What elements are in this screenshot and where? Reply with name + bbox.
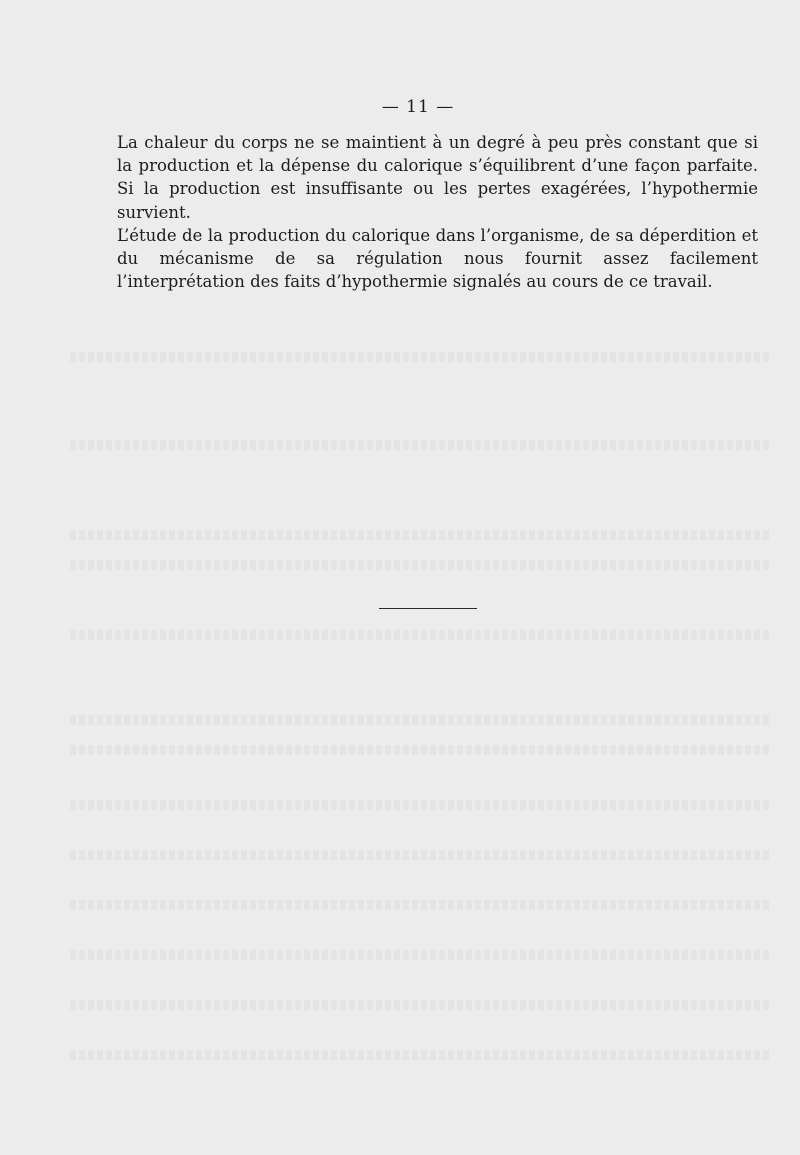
bleed-through-line: [70, 530, 770, 540]
bleed-through-line: [70, 800, 770, 810]
bleed-through-line: [70, 352, 770, 362]
bleed-through-line: [70, 1050, 770, 1060]
bleed-through-line: [70, 715, 770, 725]
bleed-through-line: [70, 1000, 770, 1010]
paragraph: L’étude de la production du calorique dans l’organisme, de sa déperdition et du mécanisme de sa régulation nous fournit assez facilement l’interprétation des faits d’hypothermie signalés au cours de ce travail.: [117, 225, 758, 292]
bleed-through-line: [70, 950, 770, 960]
bleed-through-line: [70, 850, 770, 860]
bleed-through-line: [70, 900, 770, 910]
paragraph: La chaleur du corps ne se maintient à un degré à peu près constant que si la production et la dépense du calorique s’équilibrent d’une façon parfaite. Si la production est insuffisante ou les pertes exagérées, l’hypothermie survient.: [117, 133, 758, 222]
section-divider: [379, 608, 477, 609]
page-number: — 11 —: [381, 97, 455, 117]
bleed-through-line: [70, 560, 770, 570]
bleed-through-line: [70, 440, 770, 450]
bleed-through-line: [70, 630, 770, 640]
bleed-through-line: [70, 745, 770, 755]
body-text: [117, 131, 758, 293]
